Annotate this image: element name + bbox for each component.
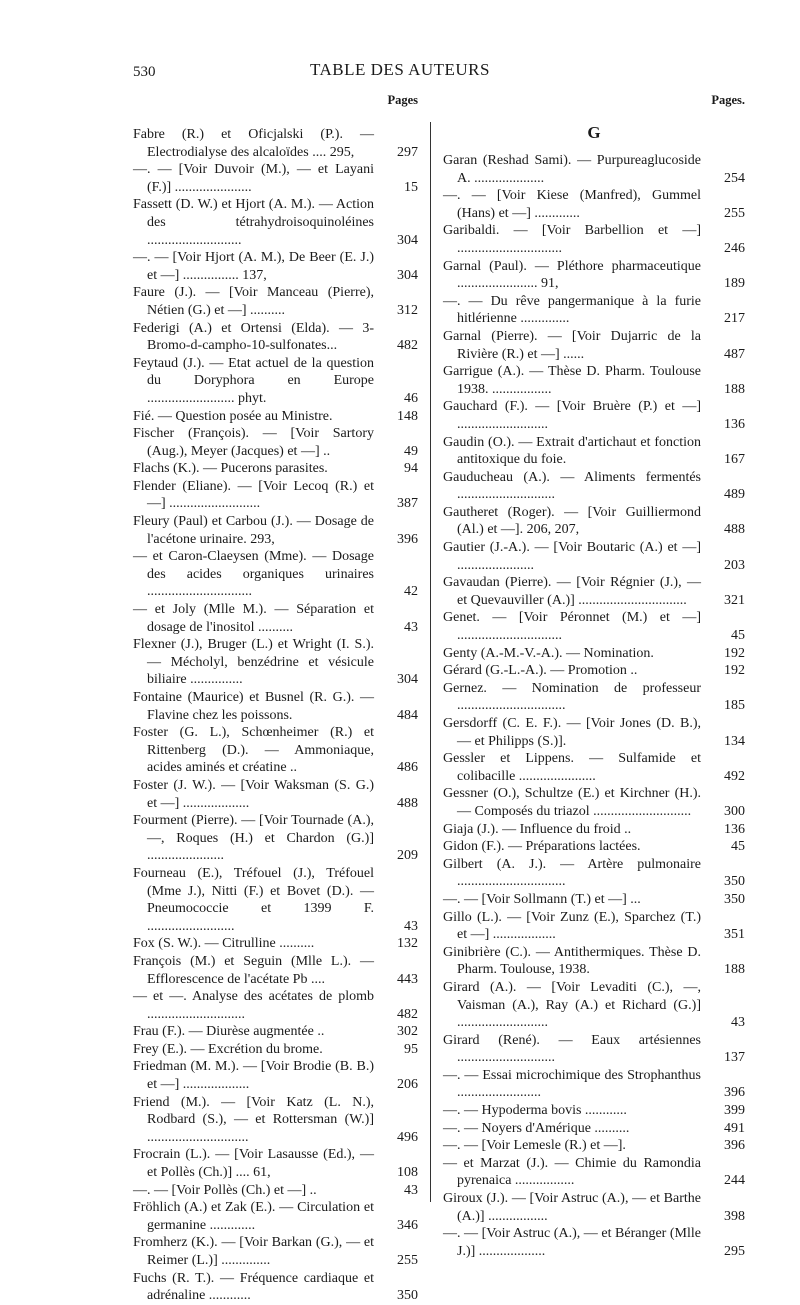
entry-text: Fröhlich (A.) et Zak (E.). — Circulation et germanine .............: [133, 1200, 374, 1233]
right-column: [443, 92, 745, 1260]
index-entry: [133, 988, 418, 1023]
entry-page: 255: [397, 1253, 418, 1268]
entry-text: Garan (Reshad Sami). — Purpureaglucoside A. ....................: [443, 153, 701, 186]
index-entry: [443, 1067, 745, 1102]
entry-page: 45: [731, 839, 745, 855]
entry-text: Gautier (J.-A.). — [Voir Boutaric (A.) et —] ......................: [443, 540, 701, 573]
entry-text: — et Marzat (J.). — Chimie du Ramondia pyrenaica .................: [443, 1155, 701, 1189]
entry-page: 482: [397, 338, 418, 354]
index-entry: [443, 1190, 745, 1225]
entry-text: Fischer (François). — [Voir Sartory (Aug.), Meyer (Jacques) et —] ..: [133, 426, 374, 459]
entry-page: 489: [724, 487, 745, 503]
entry-text: —. — Du rêve pangermanique à la furie hitlérienne ..............: [443, 293, 701, 327]
entry-text: —. — [Voir Pollès (Ch.) et —] ..: [133, 1182, 317, 1198]
entry-page: 46: [404, 390, 418, 406]
entry-text: Giaja (J.). — Influence du froid ..: [443, 821, 632, 837]
entry-page: 492: [724, 768, 745, 784]
index-entry: [133, 196, 418, 249]
entry-page: 302: [397, 1024, 418, 1040]
entry-page: 255: [724, 205, 745, 221]
entry-text: Gilbert (A. J.). — Artère pulmonaire ...............................: [443, 856, 701, 890]
entry-page: 443: [397, 971, 418, 987]
entry-page: 217: [724, 311, 745, 327]
entry-text: Flexner (J.), Bruger (L.) et Wright (I. S.). — Mécholyl, benzédrine et vésicule biliaire ...............: [133, 637, 374, 688]
index-entry: [133, 284, 418, 319]
index-entry: [133, 1094, 418, 1147]
entry-text: Gauducheau (A.). — Aliments fermentés ............................: [443, 469, 701, 503]
index-entry: [443, 1137, 745, 1155]
entry-page: 94: [404, 461, 418, 477]
entry-page: 482: [397, 1006, 418, 1022]
entry-text: Fox (S. W.). — Citrulline ..........: [133, 936, 315, 952]
entry-page: 486: [397, 760, 418, 776]
entry-page: 488: [724, 522, 745, 538]
page-number: 530: [133, 64, 156, 80]
entry-text: Foster (G. L.), Schœnheimer (R.) et Rittenberg (D.). — Ammoniaque, acides aminés et créatine ..: [133, 725, 374, 776]
index-entry: [443, 680, 745, 715]
entry-text: Garnal (Paul). — Pléthore pharmaceutique ....................... 91,: [443, 258, 701, 292]
index-entry: [133, 355, 418, 408]
entry-text: —. — [Voir Astruc (A.), — et Béranger (Mlle J.)] ...................: [443, 1226, 701, 1259]
entry-page: 185: [724, 698, 745, 714]
index-entry: [133, 777, 418, 812]
index-entry: [133, 478, 418, 513]
index-entry: [133, 1146, 418, 1181]
entry-page: 43: [404, 619, 418, 635]
index-entry: [443, 785, 745, 820]
index-entry: [443, 750, 745, 785]
index-entry: [443, 856, 745, 891]
index-entry: [133, 812, 418, 865]
index-entry: [133, 1041, 418, 1059]
entry-page: 399: [724, 1103, 745, 1119]
index-entry: [133, 1270, 418, 1305]
entry-page: 43: [404, 918, 418, 934]
entry-page: 350: [397, 1288, 418, 1304]
entry-page: 304: [397, 672, 418, 688]
left-column: [133, 92, 418, 1305]
page-header: [0, 58, 800, 88]
index-entry: [443, 293, 745, 328]
entry-page: 346: [397, 1217, 418, 1233]
entry-text: Genet. — [Voir Péronnet (M.) et —] ..............................: [443, 610, 701, 644]
entry-text: —. — [Voir Kiese (Manfred), Gummel (Hans) et —] .............: [443, 188, 701, 221]
entry-text: —. — Hypoderma bovis ............: [443, 1103, 627, 1119]
entry-text: Girard (A.). — [Voir Levaditi (C.), —, Vaisman (A.), Ray (A.) et Richard (G.)] ..........................: [443, 979, 701, 1031]
index-entry: [443, 821, 745, 839]
entry-page: 350: [724, 891, 745, 907]
right-entry-list: [443, 152, 745, 1260]
entry-page: 398: [724, 1208, 745, 1224]
index-entry: [443, 1225, 745, 1260]
index-entry: [133, 689, 418, 724]
index-entry: [443, 909, 745, 944]
entry-page: 396: [724, 1085, 745, 1101]
index-entry: [133, 953, 418, 988]
entry-text: Gavaudan (Pierre). — [Voir Régnier (J.), — et Quevauviller (A.)] ...............................: [443, 575, 701, 608]
entry-text: —. — Essai microchimique des Strophanthus ........................: [443, 1067, 701, 1101]
entry-text: Fuchs (R. T.). — Fréquence cardiaque et adrénaline ............: [133, 1270, 374, 1304]
entry-text: Genty (A.-M.-V.-A.). — Nomination.: [443, 645, 654, 661]
entry-page: 137: [724, 1050, 745, 1066]
entry-text: Gidon (F.). — Préparations lactées.: [443, 839, 641, 855]
entry-text: Gérard (G.-L.-A.). — Promotion ..: [443, 663, 638, 679]
entry-page: 42: [404, 584, 418, 600]
entry-page: 189: [724, 276, 745, 292]
entry-text: Fourment (Pierre). — [Voir Tournade (A.), —, Roques (H.) et Chardon (G.)] ......................: [133, 813, 374, 864]
entry-text: Flachs (K.). — Pucerons parasites.: [133, 461, 328, 477]
entry-page: 300: [724, 803, 745, 819]
index-entry: [133, 636, 418, 689]
section-letter: G: [587, 123, 601, 142]
entry-text: —. — Noyers d'Amérique ..........: [443, 1120, 630, 1136]
entry-page: 484: [397, 707, 418, 723]
index-entry: [133, 935, 418, 953]
entry-page: 45: [731, 628, 745, 644]
entry-page: 496: [397, 1129, 418, 1145]
index-entry: [133, 548, 418, 601]
entry-text: —. — [Voir Hjort (A. M.), De Beer (E. J.) et —] ................ 137,: [133, 250, 374, 283]
entry-page: 350: [724, 874, 745, 890]
entry-text: Garnal (Pierre). — [Voir Dujarric de la Rivière (R.) et —] ......: [443, 328, 701, 362]
column-divider: [430, 122, 431, 1202]
entry-page: 192: [724, 645, 745, 661]
entry-page: 487: [724, 346, 745, 362]
index-entry: [133, 1023, 418, 1041]
index-entry: [443, 891, 745, 909]
entry-text: Gernez. — Nomination de professeur ...............................: [443, 680, 701, 714]
entry-text: — et —. Analyse des acétates de plomb ............................: [133, 989, 374, 1022]
entry-text: Friedman (M. M.). — [Voir Brodie (B. B.) et —] ...................: [133, 1059, 374, 1093]
index-entry: [133, 865, 418, 935]
entry-text: —. — [Voir Lemesle (R.) et —].: [443, 1138, 626, 1154]
index-entry: [443, 1102, 745, 1120]
index-entry: [443, 645, 745, 663]
entry-page: 108: [397, 1165, 418, 1181]
entry-page: 206: [397, 1077, 418, 1093]
entry-page: 304: [397, 232, 418, 248]
entry-text: —. — [Voir Duvoir (M.), — et Layani (F.)] ......................: [133, 162, 374, 195]
entry-page: 136: [724, 821, 745, 837]
entry-text: — et Joly (Mlle M.). — Séparation et dosage de l'inositol ..........: [133, 602, 374, 635]
entry-page: 192: [724, 663, 745, 679]
entry-text: Gillo (L.). — [Voir Zunz (E.), Sparchez (T.) et —] ..................: [443, 909, 701, 943]
entry-text: Gautheret (Roger). — [Voir Guilliermond (Al.) et —]. 206, 207,: [443, 504, 701, 538]
running-title: TABLE DES AUTEURS: [310, 60, 490, 79]
entry-text: Girard (René). — Eaux artésiennes ............................: [443, 1032, 701, 1066]
entry-text: Friend (M.). — [Voir Katz (L. N.), Rodbard (S.), — et Rottersman (W.)] .............................: [133, 1094, 374, 1145]
index-entry: [443, 574, 745, 609]
entry-text: Federigi (A.) et Ortensi (Elda). — 3-Bromo-d-campho-10-sulfonates...: [133, 320, 374, 354]
entry-text: Gersdorff (C. E. F.). — [Voir Jones (D. B.), — et Philipps (S.)].: [443, 716, 701, 749]
index-entry: [443, 609, 745, 644]
pages-label: Pages.: [711, 93, 745, 107]
index-entry: [443, 838, 745, 856]
index-entry: [133, 601, 418, 636]
entry-page: 321: [724, 592, 745, 608]
entry-page: 43: [404, 1182, 418, 1198]
index-entry: [443, 539, 745, 574]
entry-page: 396: [724, 1138, 745, 1154]
index-entry: [133, 1058, 418, 1093]
entry-page: 387: [397, 496, 418, 512]
entry-text: Gessler et Lippens. — Sulfamide et colibacille ......................: [443, 751, 701, 784]
index-entry: [443, 187, 745, 222]
entry-text: — et Caron-Claeysen (Mme). — Dosage des acides organiques urinaires ..............................: [133, 549, 374, 600]
index-entry: [443, 1032, 745, 1067]
entry-page: 167: [724, 452, 745, 468]
index-entry: [443, 222, 745, 257]
entry-text: Garibaldi. — [Voir Barbellion et —] ..............................: [443, 223, 701, 256]
index-entry: [133, 724, 418, 777]
entry-text: Fié. — Question posée au Ministre.: [133, 408, 333, 424]
entry-text: Fleury (Paul) et Carbou (J.). — Dosage de l'acétone urinaire. 293,: [133, 514, 374, 547]
entry-text: Faure (J.). — [Voir Manceau (Pierre), Nétien (G.) et —] ..........: [133, 285, 374, 318]
index-entry: [133, 161, 418, 196]
index-entry: [133, 513, 418, 548]
entry-text: Gauchard (F.). — [Voir Bruère (P.) et —] ..........................: [443, 399, 701, 432]
index-entry: [133, 408, 418, 426]
index-entry: [443, 944, 745, 979]
index-entry: [443, 328, 745, 363]
index-entry: [133, 126, 418, 161]
entry-page: 49: [404, 443, 418, 459]
entry-text: Frau (F.). — Diurèse augmentée ..: [133, 1024, 325, 1040]
entry-text: Frocrain (L.). — [Voir Lasausse (Ed.), — et Pollès (Ch.)] .... 61,: [133, 1147, 374, 1181]
entry-page: 188: [724, 962, 745, 978]
index-entry: [133, 425, 418, 460]
entry-page: 254: [724, 170, 745, 186]
entry-text: Fontaine (Maurice) et Busnel (R. G.). — Flavine chez les poissons.: [133, 690, 374, 723]
index-entry: [133, 1182, 418, 1200]
index-entry: [443, 1155, 745, 1190]
entry-text: Feytaud (J.). — Etat actuel de la question du Doryphora en Europe ......................... phyt.: [133, 355, 374, 406]
index-entry: [133, 1199, 418, 1234]
entry-text: Flender (Eliane). — [Voir Lecoq (R.) et —] ..........................: [133, 478, 374, 512]
entry-page: 295: [724, 1243, 745, 1259]
index-entry: [443, 715, 745, 750]
entry-text: Gaudin (O.). — Extrait d'artichaut et fonction antitoxique du foie.: [443, 434, 701, 468]
entry-page: 43: [731, 1015, 745, 1031]
index-entry: [133, 460, 418, 478]
index-entry: [443, 434, 745, 469]
entry-page: 244: [724, 1173, 745, 1189]
entry-page: 136: [724, 416, 745, 432]
entry-page: 491: [724, 1120, 745, 1136]
entry-text: Ginibrière (C.). — Antithermiques. Thèse D. Pharm. Toulouse, 1938.: [443, 944, 701, 978]
left-entry-list: [133, 126, 418, 1305]
entry-page: 134: [724, 733, 745, 749]
entry-text: Giroux (J.). — [Voir Astruc (A.), — et Barthe (A.)] .................: [443, 1191, 701, 1224]
entry-text: Gessner (O.), Schultze (E.) et Kirchner (H.). — Composés du triazol ............................: [443, 786, 701, 819]
index-entry: [443, 152, 745, 187]
entry-text: Fromherz (K.). — [Voir Barkan (G.), — et Reimer (L.)] ..............: [133, 1235, 374, 1268]
entry-page: 488: [397, 795, 418, 811]
entry-text: Fourneau (E.), Tréfouel (J.), Tréfouel (Mme J.), Nitti (F.) et Bovet (D.). — Pneumococcie et 1399 F. .........................: [133, 865, 374, 934]
entry-text: —. — [Voir Sollmann (T.) et —] ...: [443, 891, 641, 907]
index-entry: [443, 363, 745, 398]
entry-text: Foster (J. W.). — [Voir Waksman (S. G.) et —] ...................: [133, 777, 374, 811]
entry-page: 304: [397, 267, 418, 283]
index-entry: [133, 320, 418, 355]
index-entry: [443, 398, 745, 433]
entry-page: 396: [397, 531, 418, 547]
entry-page: 15: [404, 179, 418, 195]
entry-page: 188: [724, 381, 745, 397]
index-entry: [443, 504, 745, 539]
entry-page: 246: [724, 240, 745, 256]
index-entry: [443, 258, 745, 293]
entry-text: Fassett (D. W.) et Hjort (A. M.). — Action des tétrahydroisoquinoléines ...........................: [133, 197, 374, 248]
entry-page: 148: [397, 408, 418, 424]
entry-page: 203: [724, 557, 745, 573]
index-entry: [133, 1234, 418, 1269]
index-entry: [443, 979, 745, 1032]
entry-page: 132: [397, 936, 418, 952]
index-entry: [443, 1120, 745, 1138]
entry-text: Fabre (R.) et Oficjalski (P.). — Electrodialyse des alcaloïdes .... 295,: [133, 127, 374, 160]
index-entry: [443, 662, 745, 680]
entry-page: 209: [397, 848, 418, 864]
entry-text: François (M.) et Seguin (Mlle L.). — Efflorescence de l'acétate Pb ....: [133, 953, 374, 987]
entry-page: 297: [397, 144, 418, 160]
entry-text: Frey (E.). — Excrétion du brome.: [133, 1041, 323, 1057]
entry-page: 312: [397, 302, 418, 318]
entry-text: Garrigue (A.). — Thèse D. Pharm. Toulouse 1938. .................: [443, 364, 701, 397]
index-entry: [443, 469, 745, 504]
entry-page: 95: [404, 1041, 418, 1057]
entry-page: 351: [724, 927, 745, 943]
index-entry: [133, 249, 418, 284]
pages-label: Pages: [387, 93, 418, 107]
